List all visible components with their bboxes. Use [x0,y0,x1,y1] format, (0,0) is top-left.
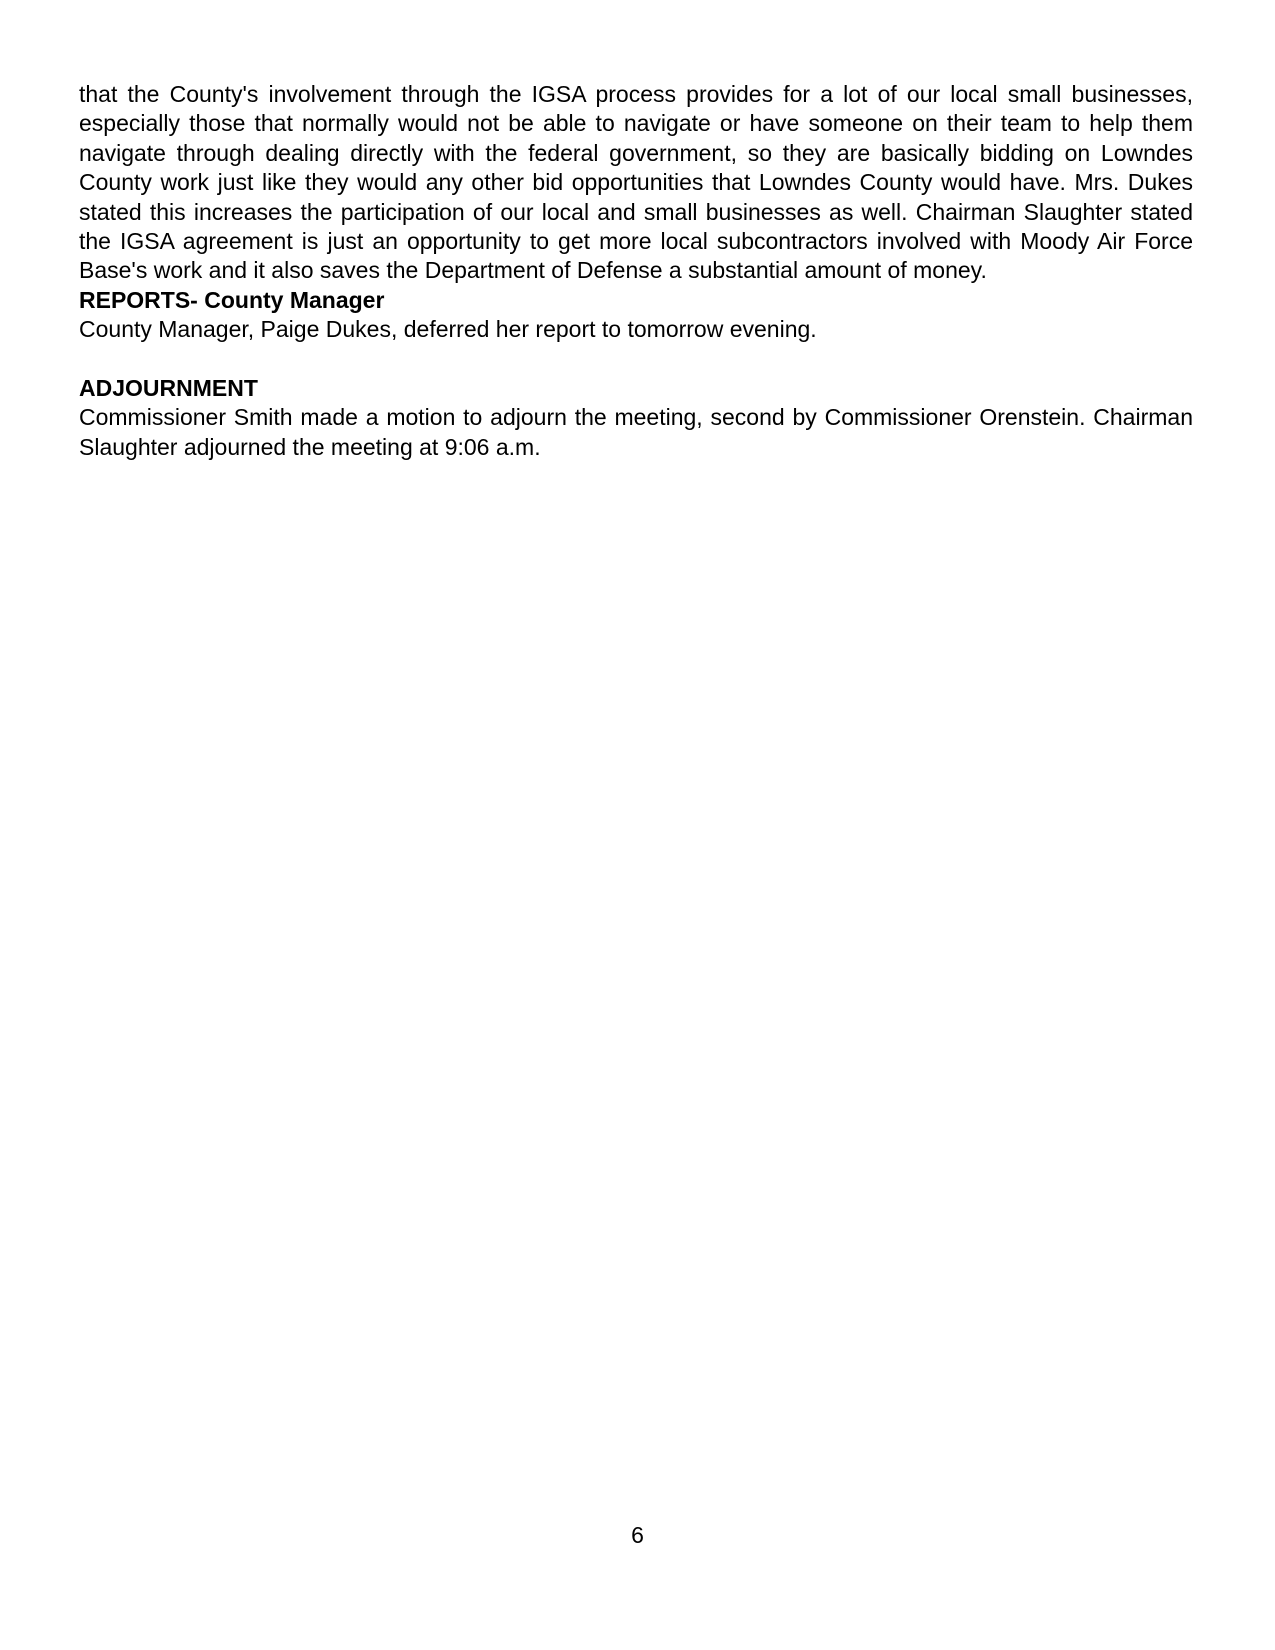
paragraph-igsa-discussion: that the County's involvement through the IGSA process provides for a lot of our local small businesses, especially those that normally would not be able to navigate or have someone on their team to help them navigate through dealing directly with the federal government, so they are basically bidding on Lowndes County work just like they would any other bid opportunities that Lowndes County would have. Mrs. Dukes stated this increases the participation of our local and small businesses as well. Chairman Slaughter stated the IGSA agreement is just an opportunity to get more local subcontractors involved with Moody Air Force Base's work and it also saves the Department of Defense a substantial amount of money. [79,81,1193,284]
section-adjournment [79,374,1193,462]
document-content [79,80,1193,462]
section-body-reports: County Manager, Paige Dukes, deferred her report to tomorrow evening. [79,316,817,343]
section-heading-adjournment: ADJOURNMENT [79,375,258,402]
section-reports [79,286,1193,345]
section-heading-reports: REPORTS- County Manager [79,286,385,313]
section-body-adjournment: Commissioner Smith made a motion to adjourn the meeting, second by Commissioner Orenstein. Chairman Slaughter adjourned the meeting at 9:06 a.m. [79,404,1193,460]
page-number: 6 [631,1522,644,1548]
